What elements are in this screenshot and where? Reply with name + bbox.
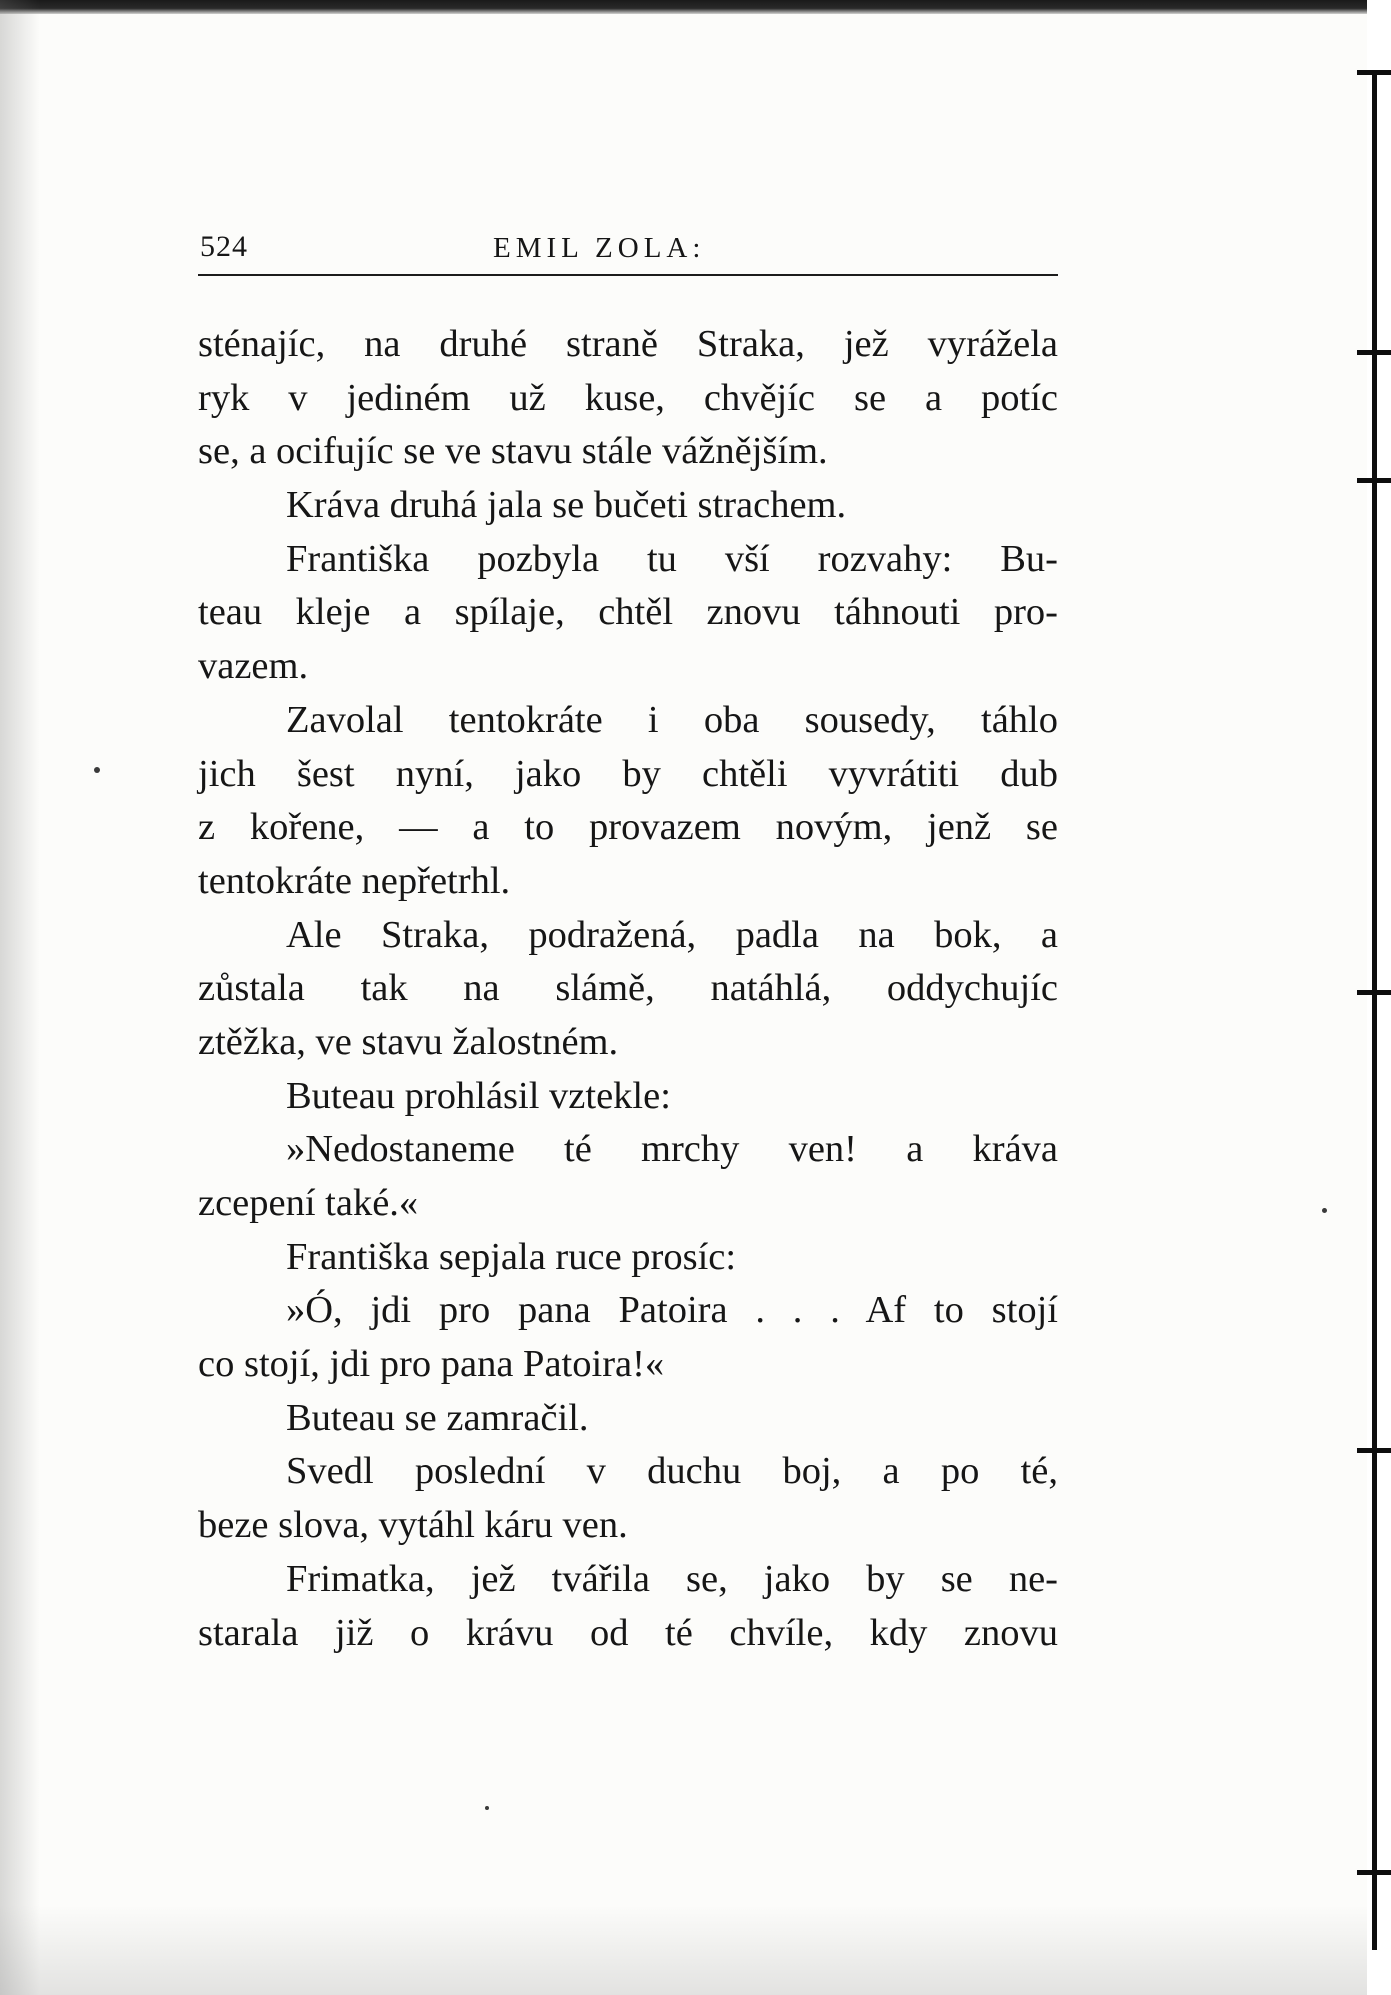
text-line: zůstala tak na slámě, natáhlá, oddychujíc <box>198 967 1058 1010</box>
binding-tick <box>1357 1870 1391 1875</box>
text-line: Buteau prohlásil vztekle: <box>286 1074 671 1117</box>
text-line: teau kleje a spílaje, chtěl znovu táhnouti pro- <box>198 591 1058 634</box>
running-header <box>198 230 1058 276</box>
text-line: »Ó, jdi pro pana Patoira . . . Af to stojí <box>286 1289 1058 1332</box>
text-line: Kráva druhá jala se bučeti strachem. <box>286 484 847 527</box>
text-line: co stojí, jdi pro pana Patoira!« <box>198 1343 665 1386</box>
binding-tick <box>1357 70 1391 75</box>
text-line: jich šest nyní, jako by chtěli vyvrátiti dub <box>198 752 1058 795</box>
text-line: Frimatka, jež tvářila se, jako by se ne- <box>286 1557 1058 1600</box>
binding-tick <box>1357 478 1391 483</box>
text-line: Buteau se zamračil. <box>286 1396 589 1439</box>
scan-left-shadow <box>0 0 40 1995</box>
running-title: EMIL ZOLA: <box>493 232 706 264</box>
text-line: zcepení také.« <box>198 1182 419 1224</box>
text-line: tentokráte nepřetrhl. <box>198 859 511 902</box>
text-line: vazem. <box>198 645 309 688</box>
binding-tick <box>1357 1448 1391 1453</box>
scan-speck <box>485 1806 489 1810</box>
text-line: »Nedostaneme té mrchy ven! a kráva <box>286 1128 1058 1171</box>
scan-bottom-shadow <box>0 1905 1391 1995</box>
text-line: ztěžka, ve stavu žalostném. <box>198 1020 619 1063</box>
text-line: ryk v jediném už kuse, chvějíc se a potíc <box>198 376 1058 419</box>
page-number: 524 <box>200 230 248 263</box>
scan-right-margin <box>1367 0 1391 1995</box>
page-body <box>198 318 1058 1660</box>
text-line: sténajíc, na druhé straně Straka, jež vyrážela <box>198 323 1058 365</box>
scan-speck <box>1322 1208 1327 1213</box>
text-line: Františka pozbyla tu vší rozvahy: Bu- <box>286 537 1058 580</box>
text-line: z kořene, — a to provazem novým, jenž se <box>198 806 1058 849</box>
text-line: Františka sepjala ruce prosíc: <box>286 1235 737 1278</box>
text-line: Ale Straka, podražená, padla na bok, a <box>286 913 1058 956</box>
book-page <box>198 230 1058 1660</box>
scan-speck <box>94 767 100 773</box>
text-line: Svedl poslední v duchu boj, a po té, <box>286 1450 1058 1493</box>
text-line: beze slova, vytáhl káru ven. <box>198 1504 628 1547</box>
text-line: starala již o krávu od té chvíle, kdy znovu <box>198 1611 1058 1654</box>
scan-top-border <box>0 0 1391 14</box>
binding-tick <box>1357 350 1391 355</box>
binding-tick <box>1357 990 1391 995</box>
text-line: Zavolal tentokráte i oba sousedy, táhlo <box>286 698 1058 741</box>
text-line: se, a ocifujíc se ve stavu stále vážnějším. <box>198 430 828 473</box>
